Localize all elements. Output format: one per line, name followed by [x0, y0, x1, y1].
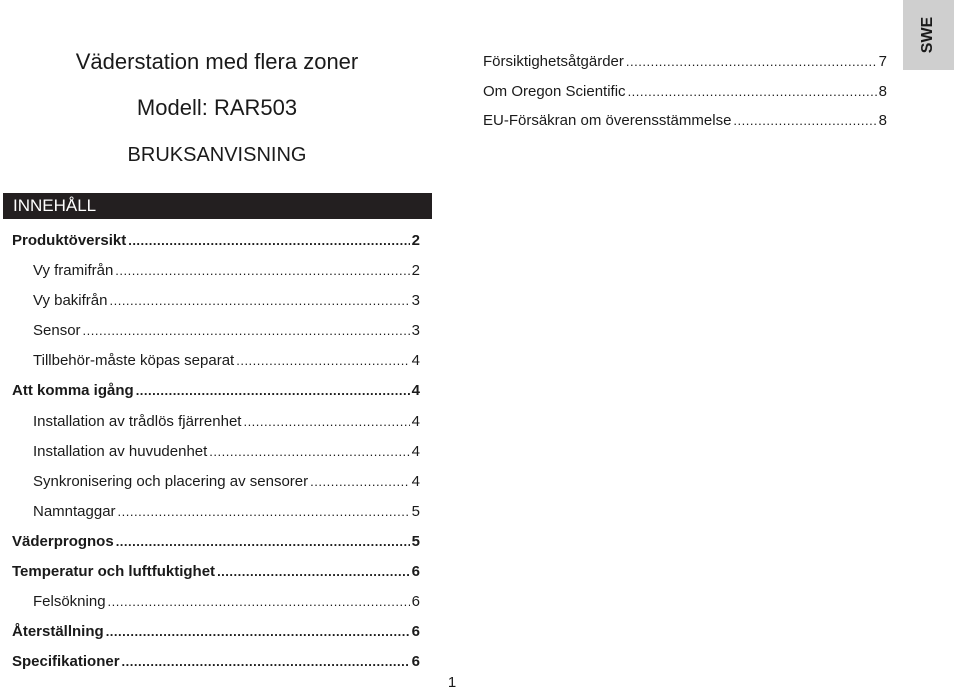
toc-entry-label: Att komma igång [12, 382, 134, 400]
toc-entry-page: 4 [411, 352, 420, 370]
toc-entry-page: 6 [411, 653, 420, 671]
dot-leader [310, 467, 410, 497]
toc-entry[interactable] [12, 437, 420, 467]
dot-leader [118, 497, 410, 527]
toc-entry[interactable] [12, 316, 420, 346]
dot-leader [236, 346, 409, 376]
toc-entry-page: 6 [411, 623, 420, 641]
dot-leader [128, 226, 409, 256]
toc-entry-label: Tillbehör-måste köpas separat [33, 352, 235, 370]
dot-leader [106, 617, 410, 647]
toc-entry-page: 4 [411, 412, 420, 430]
table-of-contents [12, 226, 420, 677]
toc-entry-label: Vy bakifrån [33, 292, 108, 310]
toc-entry-label: Temperatur och luftfuktighet [12, 563, 216, 581]
toc-entry-page: 2 [411, 232, 420, 249]
toc-entry-page: 5 [411, 532, 420, 550]
dot-leader [116, 527, 410, 557]
dot-leader [217, 557, 410, 587]
toc-entry[interactable] [12, 527, 420, 557]
toc-entry-page: 4 [411, 382, 420, 400]
toc-entry-label: Felsökning [33, 593, 106, 611]
toc-entry[interactable] [12, 617, 420, 647]
dot-leader [733, 106, 876, 135]
toc-entry-label: Vy framifrån [33, 262, 114, 280]
toc-entry-page: 7 [878, 53, 887, 70]
toc-entry-label: Återställning [12, 623, 104, 641]
model-name: Modell: RAR503 [136, 95, 298, 120]
dot-leader [108, 587, 410, 617]
toc-entry[interactable] [12, 557, 420, 587]
toc-entry-label: Synkronisering och placering av sensorer [33, 472, 309, 490]
toc-entry-page: 4 [411, 472, 420, 490]
dot-leader [109, 286, 409, 316]
toc-entry-label: Försiktighetsåtgärder [483, 53, 624, 70]
toc-entry-label: EU-Försäkran om överensstämmelse [483, 112, 732, 129]
toc-entry[interactable] [483, 77, 887, 107]
language-tab [903, 0, 954, 70]
dot-leader [209, 437, 409, 467]
toc-entry-page: 2 [411, 262, 420, 280]
toc-entry[interactable] [12, 226, 420, 256]
toc-entry-page: 4 [411, 442, 420, 460]
toc-entry-page: 6 [411, 593, 420, 611]
toc-entry[interactable] [12, 467, 420, 497]
toc-entry-label: Namntaggar [33, 502, 116, 520]
contents-heading: INNEHÅLL [3, 193, 432, 219]
toc-entry[interactable] [483, 106, 887, 136]
toc-entry[interactable] [483, 47, 887, 77]
dot-leader [136, 376, 410, 406]
toc-entry-label: Specifikationer [12, 653, 120, 671]
dot-leader [122, 647, 410, 677]
dot-leader [83, 316, 410, 346]
dot-leader [115, 256, 409, 286]
toc-entry[interactable] [12, 647, 420, 677]
toc-entry[interactable] [12, 286, 420, 316]
document-title: Väderstation med flera zoner [75, 49, 359, 74]
toc-entry-page: 3 [411, 322, 420, 340]
page-number: 1 [447, 674, 457, 691]
toc-entry-label: Om Oregon Scientific [483, 82, 626, 100]
toc-entry-page: 3 [411, 292, 420, 310]
toc-entry-label: Installation av huvudenhet [33, 442, 208, 460]
toc-entry[interactable] [12, 256, 420, 286]
toc-entry-label: Väderprognos [12, 532, 114, 550]
toc-entry[interactable] [12, 497, 420, 527]
toc-entry[interactable] [12, 376, 420, 406]
table-of-contents-continued [483, 47, 887, 136]
toc-entry-page: 6 [411, 563, 420, 581]
toc-entry-page: 8 [878, 82, 887, 100]
dot-leader [628, 77, 877, 106]
dot-leader [626, 47, 877, 76]
toc-entry[interactable] [12, 407, 420, 437]
dot-leader [243, 407, 409, 437]
toc-entry-label: Sensor [33, 322, 81, 340]
toc-entry-page: 5 [411, 502, 420, 520]
toc-entry-label: Produktöversikt [12, 232, 127, 249]
toc-entry-page: 8 [878, 112, 887, 129]
toc-entry-label: Installation av trådlös fjärrenhet [33, 412, 242, 430]
language-tab-label: SWE [919, 16, 937, 54]
manual-label: BRUKSANVISNING [127, 144, 307, 166]
toc-entry[interactable] [12, 587, 420, 617]
toc-entry[interactable] [12, 346, 420, 376]
